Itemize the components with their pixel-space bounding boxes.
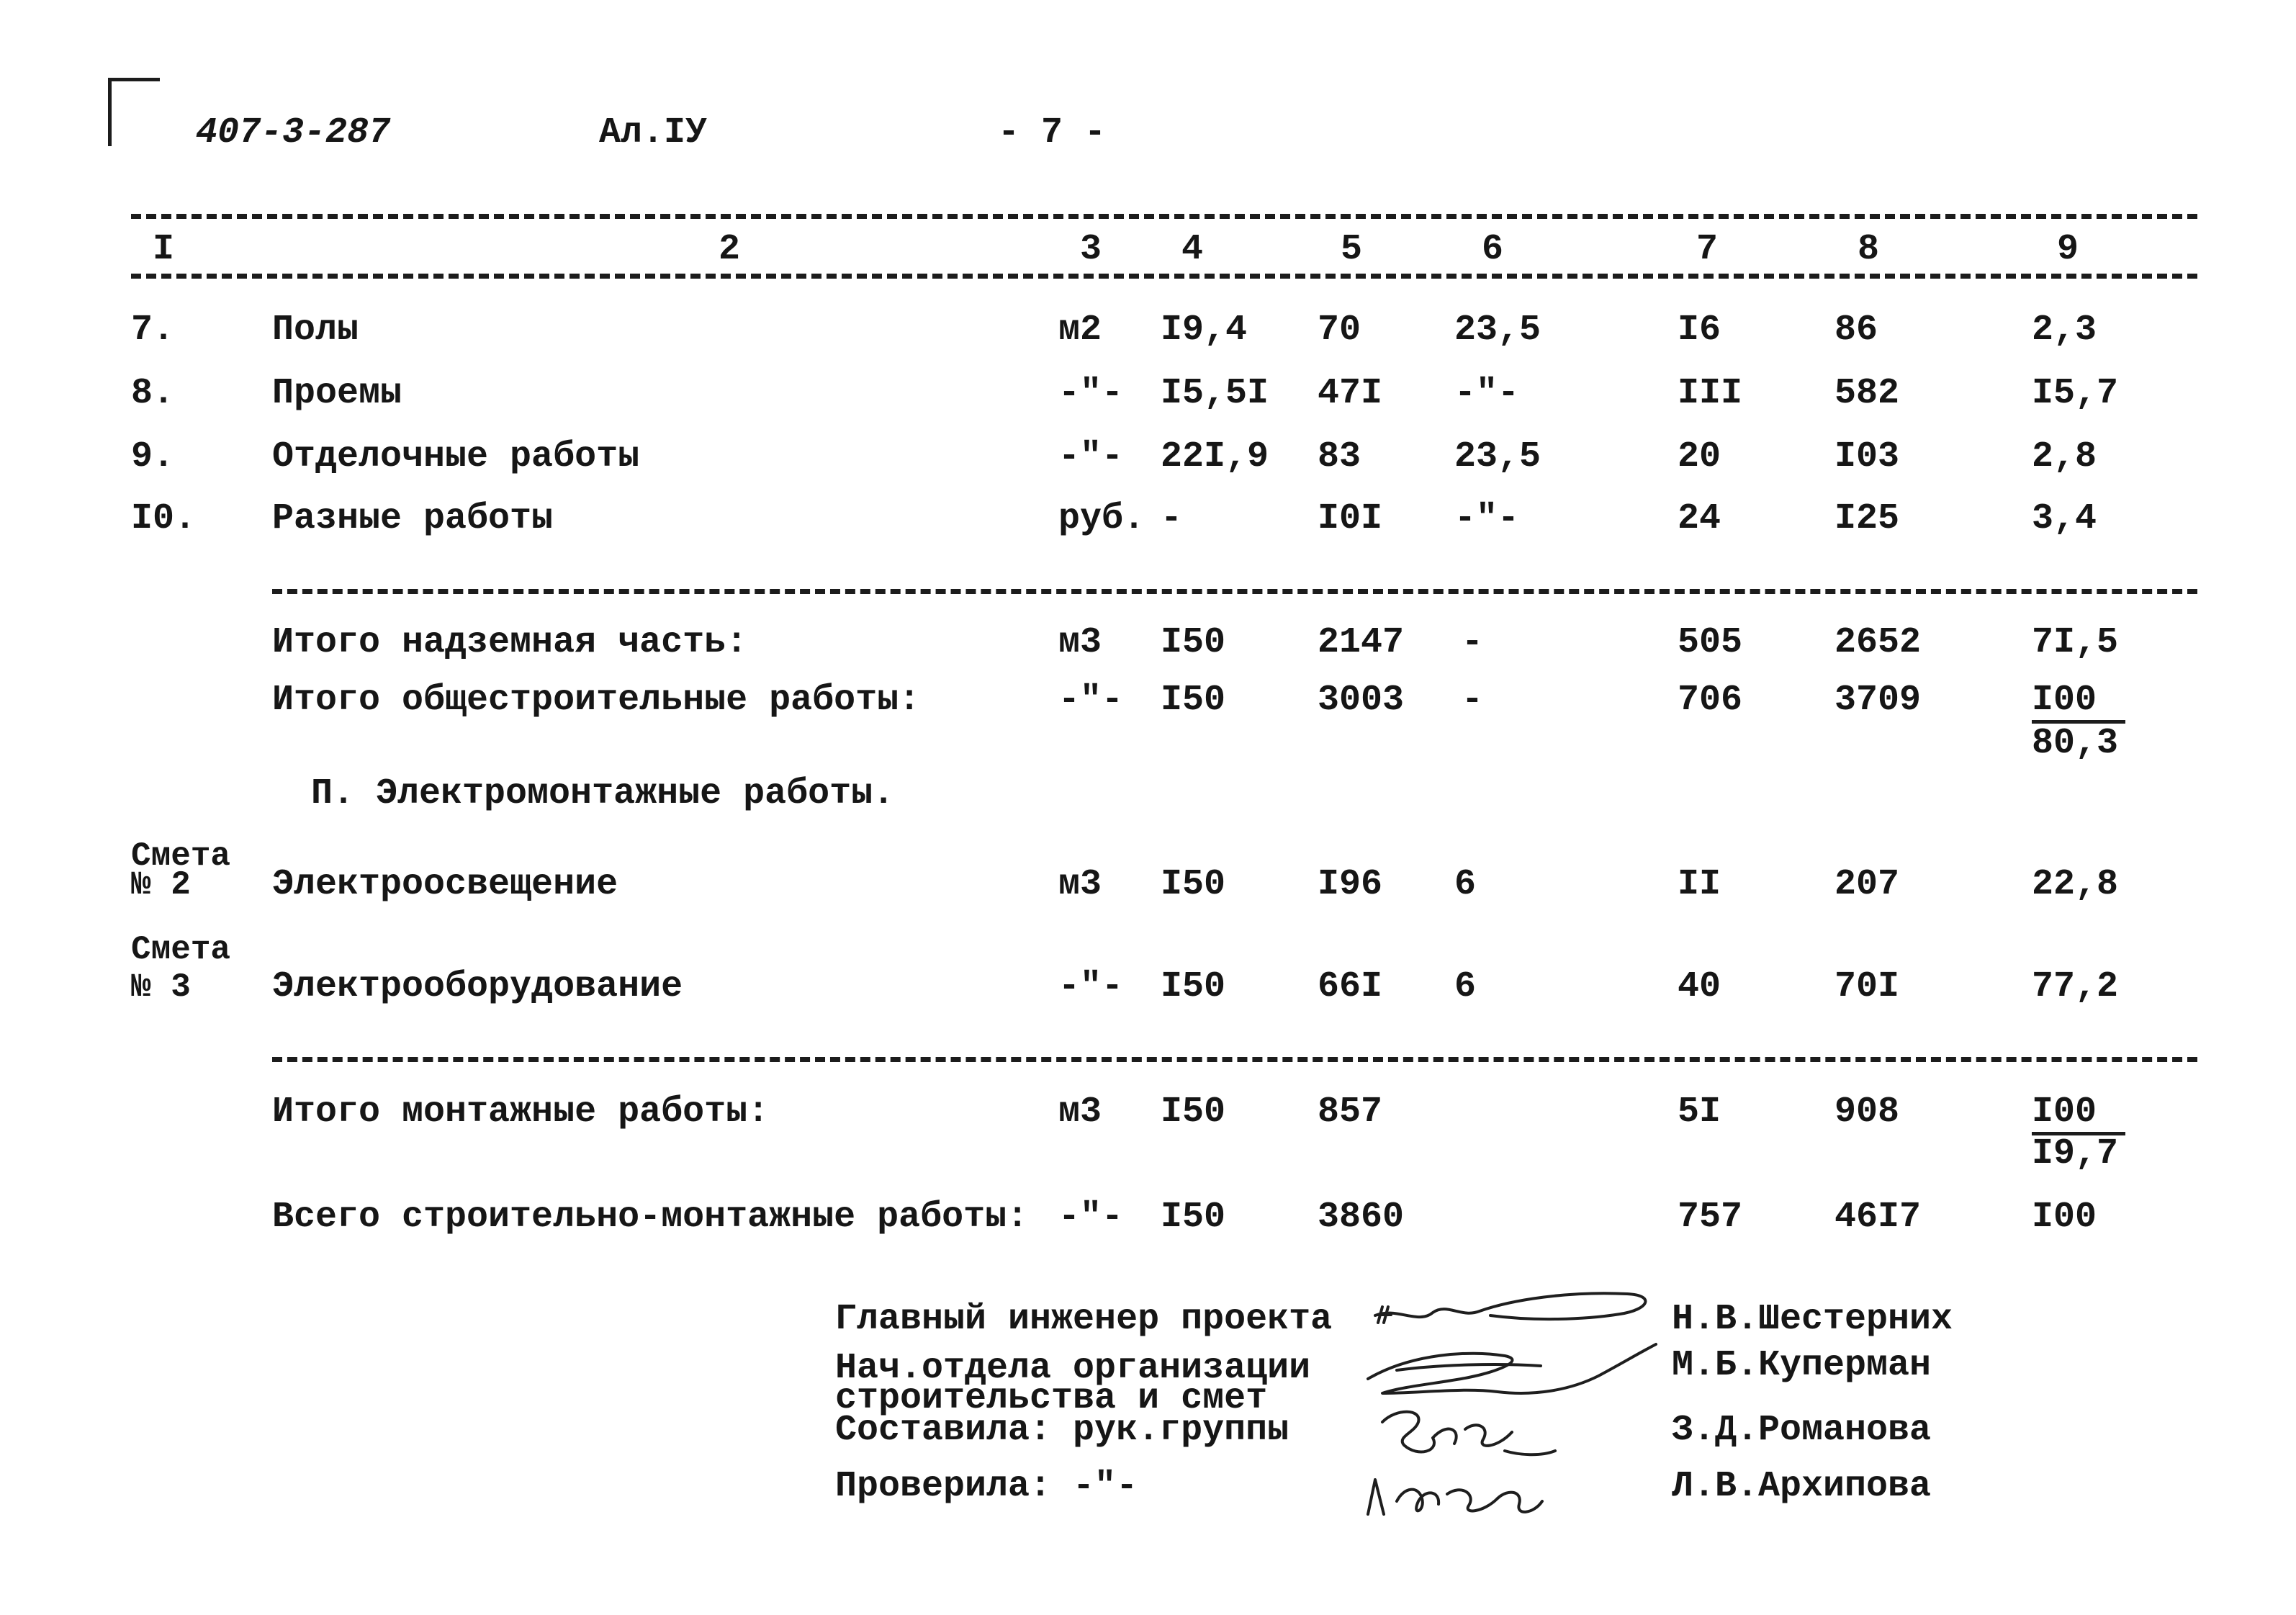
grand-total-col8: 46I7 xyxy=(1834,1197,1922,1238)
estimate-col9: 22,8 xyxy=(2032,864,2119,905)
chief-engineer-role: Главный инженер проекта xyxy=(835,1299,1333,1340)
estimate-col5: I96 xyxy=(1318,864,1383,905)
estimate-name: Электрооборудование xyxy=(272,966,683,1007)
estimate-col4: I50 xyxy=(1161,966,1226,1007)
row-col8: 582 xyxy=(1834,373,1900,414)
totals-col9: 7I,5 xyxy=(2032,622,2119,663)
row-col7: III xyxy=(1678,373,1743,414)
row-number: I0. xyxy=(131,498,197,539)
row-name: Отделочные работы xyxy=(272,436,640,477)
chief-engineer-name: Н.В.Шестерних xyxy=(1672,1299,1953,1340)
totals-col8: 908 xyxy=(1834,1092,1900,1133)
section-rule-2 xyxy=(272,1057,2197,1062)
totals-col7: 5I xyxy=(1678,1092,1721,1133)
header-rule-top xyxy=(131,214,2197,219)
estimate-col8: 70I xyxy=(1834,966,1900,1007)
row-col8: I25 xyxy=(1834,498,1900,539)
totals-unit: м3 xyxy=(1058,1092,1102,1133)
section-title: П. Электромонтажные работы. xyxy=(311,773,895,814)
grand-total-col4: I50 xyxy=(1161,1197,1226,1238)
row-number: 9. xyxy=(131,436,175,477)
row-col7: I6 xyxy=(1678,310,1721,351)
estimate-ref-number: № 3 xyxy=(131,968,191,1006)
grand-total-unit: -"- xyxy=(1058,1197,1124,1238)
row-col7: 24 xyxy=(1678,498,1721,539)
totals-col6: - xyxy=(1462,680,1484,721)
dept-head-role-line1: Нач.отдела организации xyxy=(835,1348,1311,1389)
totals-name: Итого монтажные работы: xyxy=(272,1092,770,1133)
totals-col9-numerator: I00 xyxy=(2032,1094,2125,1135)
row-col4: I5,5I xyxy=(1161,373,1269,414)
row-col5: 70 xyxy=(1318,310,1361,351)
doc-code: 407-3-287 xyxy=(196,112,391,153)
totals-unit: м3 xyxy=(1058,622,1102,663)
header-rule-bottom xyxy=(131,274,2197,279)
estimate-name: Электроосвещение xyxy=(272,864,618,905)
dept-head-role-line2: строительства и смет xyxy=(835,1378,1268,1419)
col-header-2: 2 xyxy=(719,229,741,270)
dept-head-name: М.Б.Куперман xyxy=(1672,1345,1932,1386)
col-header-3: 3 xyxy=(1080,229,1102,270)
row-col7: 20 xyxy=(1678,436,1721,477)
totals-col9-denominator: 80,3 xyxy=(2032,723,2119,764)
row-unit: м2 xyxy=(1058,310,1102,351)
estimate-ref-number: № 2 xyxy=(131,866,191,904)
row-unit: руб. xyxy=(1058,498,1145,539)
totals-col6: - xyxy=(1462,622,1484,663)
compiled-name: З.Д.Романова xyxy=(1672,1410,1932,1451)
corner-mark-horizontal xyxy=(108,78,160,81)
col-header-8: 8 xyxy=(1858,229,1880,270)
row-unit: -"- xyxy=(1058,436,1124,477)
checked-name: Л.В.Архипова xyxy=(1672,1466,1932,1507)
row-col6: 23,5 xyxy=(1454,310,1541,351)
row-name: Разные работы xyxy=(272,498,554,539)
estimate-col6: 6 xyxy=(1454,864,1477,905)
totals-unit: -"- xyxy=(1058,680,1124,721)
section-rule-1 xyxy=(272,589,2197,594)
page-number: - 7 - xyxy=(998,112,1107,153)
col-header-5: 5 xyxy=(1341,229,1363,270)
row-col9: 2,3 xyxy=(2032,310,2097,351)
estimate-col6: 6 xyxy=(1454,966,1477,1007)
col-header-7: 7 xyxy=(1696,229,1719,270)
row-col6: -"- xyxy=(1454,373,1520,414)
row-unit: -"- xyxy=(1058,373,1124,414)
checked-role: Проверила: -"- xyxy=(835,1466,1138,1507)
row-col6: 23,5 xyxy=(1454,436,1541,477)
estimate-col4: I50 xyxy=(1161,864,1226,905)
row-number: 8. xyxy=(131,373,175,414)
row-col5: 47I xyxy=(1318,373,1383,414)
row-col4: 22I,9 xyxy=(1161,436,1269,477)
totals-name: Итого общестроительные работы: xyxy=(272,680,921,721)
col-header-4: 4 xyxy=(1181,229,1204,270)
col-header-1: I xyxy=(153,229,175,270)
row-name: Проемы xyxy=(272,373,402,414)
totals-col4: I50 xyxy=(1161,1092,1226,1133)
estimate-unit: м3 xyxy=(1058,864,1102,905)
row-col9: I5,7 xyxy=(2032,373,2119,414)
grand-total-col5: 3860 xyxy=(1318,1197,1405,1238)
handwritten-signatures xyxy=(1354,1285,1670,1523)
row-col5: I0I xyxy=(1318,498,1383,539)
sheet-label: Ал.IУ xyxy=(599,112,708,153)
row-col4: - xyxy=(1161,498,1183,539)
row-col4: I9,4 xyxy=(1161,310,1248,351)
totals-name: Итого надземная часть: xyxy=(272,622,748,663)
totals-col8: 3709 xyxy=(1834,680,1922,721)
totals-col8: 2652 xyxy=(1834,622,1922,663)
row-col9: 3,4 xyxy=(2032,498,2097,539)
totals-col4: I50 xyxy=(1161,680,1226,721)
compiled-role: Составила: рук.группы xyxy=(835,1410,1289,1451)
estimate-col5: 66I xyxy=(1318,966,1383,1007)
estimate-unit: -"- xyxy=(1058,966,1124,1007)
grand-total-col9: I00 xyxy=(2032,1197,2097,1238)
estimate-ref-label: Смета xyxy=(131,931,231,968)
row-name: Полы xyxy=(272,310,359,351)
grand-total-name: Всего строительно-монтажные работы: xyxy=(272,1197,1029,1238)
row-col5: 83 xyxy=(1318,436,1361,477)
col-header-6: 6 xyxy=(1482,229,1504,270)
row-col8: 86 xyxy=(1834,310,1878,351)
row-col8: I03 xyxy=(1834,436,1900,477)
col-header-9: 9 xyxy=(2057,229,2079,270)
totals-col4: I50 xyxy=(1161,622,1226,663)
row-number: 7. xyxy=(131,310,175,351)
row-col9: 2,8 xyxy=(2032,436,2097,477)
grand-total-col7: 757 xyxy=(1678,1197,1743,1238)
totals-col5: 3003 xyxy=(1318,680,1405,721)
totals-col7: 505 xyxy=(1678,622,1743,663)
totals-col5: 857 xyxy=(1318,1092,1383,1133)
corner-mark-vertical xyxy=(108,78,112,146)
totals-col7: 706 xyxy=(1678,680,1743,721)
totals-col5: 2147 xyxy=(1318,622,1405,663)
estimate-ref-label: Смета xyxy=(131,837,231,875)
totals-col9-numerator: I00 xyxy=(2032,683,2125,724)
estimate-col7: 40 xyxy=(1678,966,1721,1007)
estimate-col7: II xyxy=(1678,864,1721,905)
totals-col9-denominator: I9,7 xyxy=(2032,1133,2119,1174)
row-col6: -"- xyxy=(1454,498,1520,539)
estimate-col9: 77,2 xyxy=(2032,966,2119,1007)
estimate-col8: 207 xyxy=(1834,864,1900,905)
